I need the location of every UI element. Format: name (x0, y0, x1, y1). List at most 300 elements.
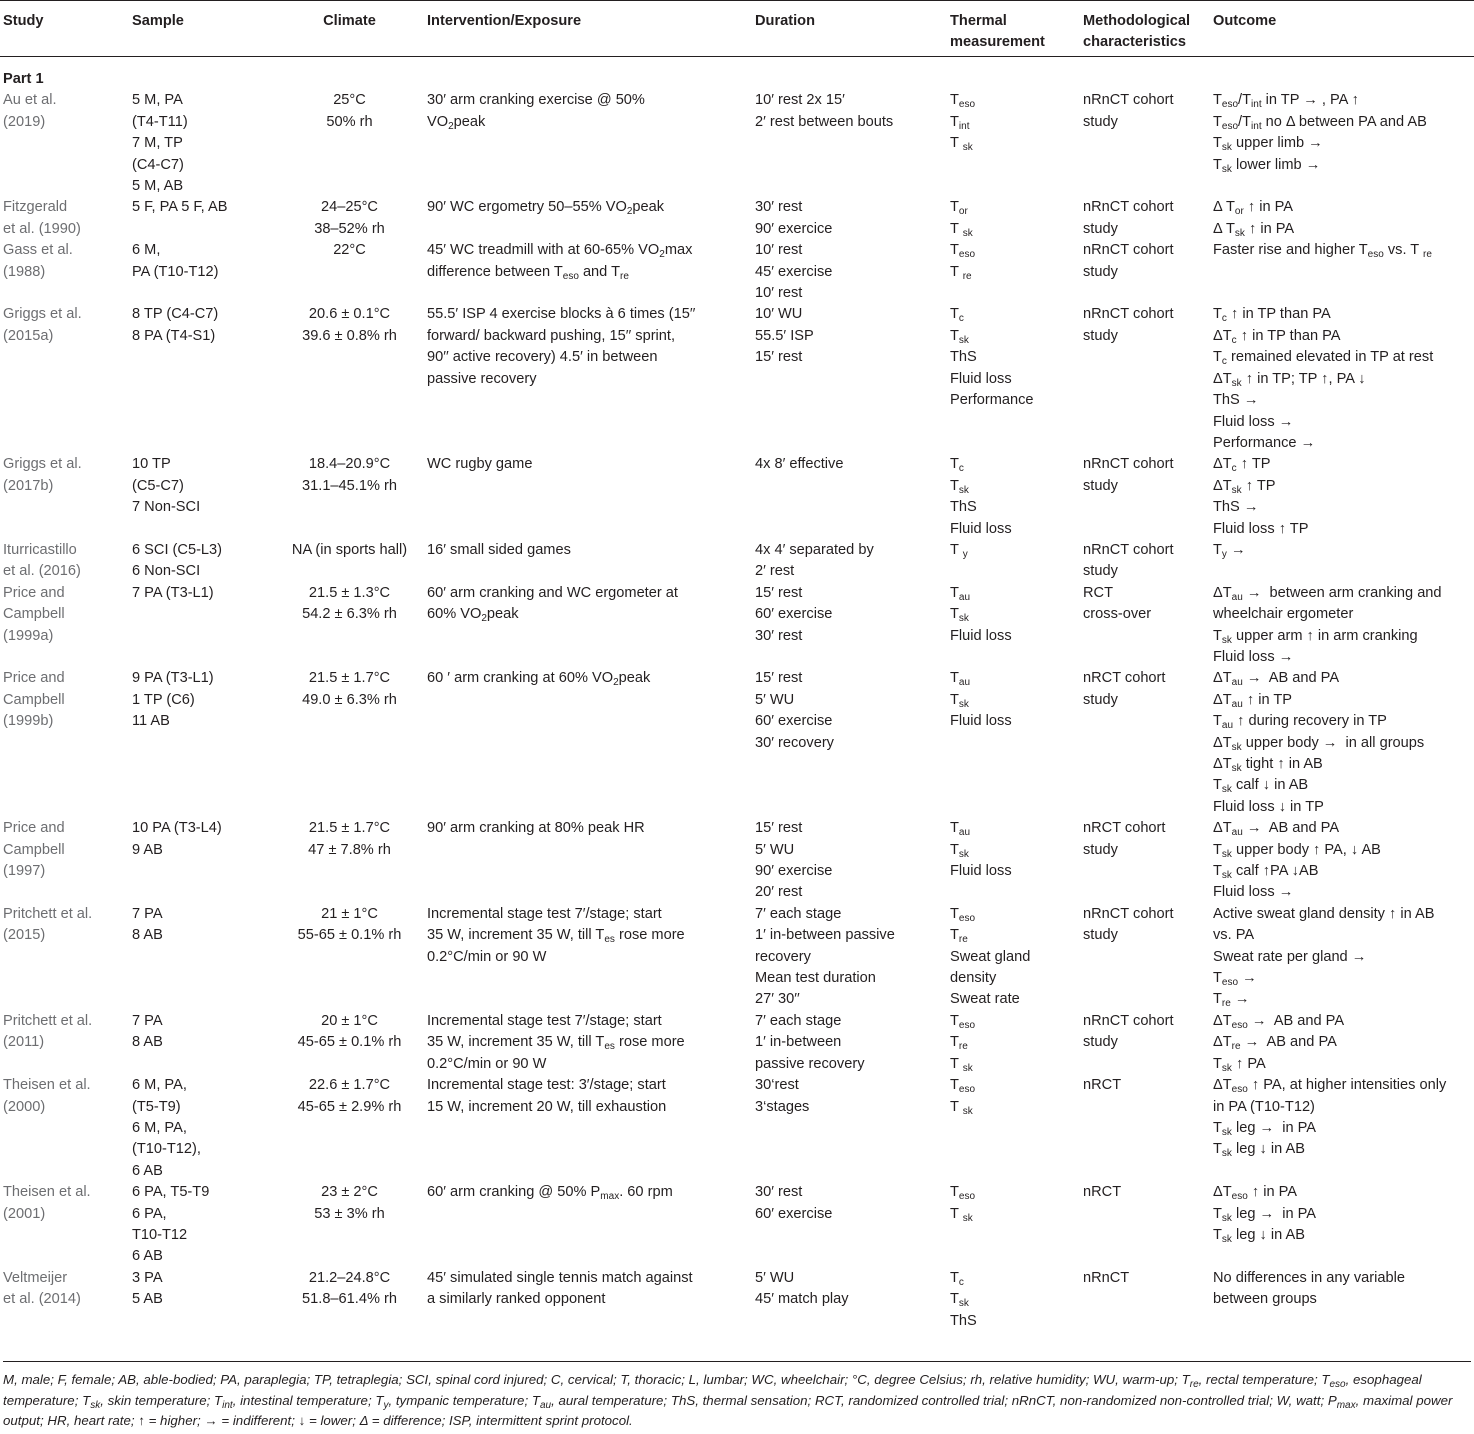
sample-line: 6 AB (132, 1248, 163, 1265)
intervention-line: 15 W, increment 20 W, till exhaustion (427, 1098, 667, 1115)
duration-line: 7′ each stage (755, 905, 842, 922)
sample-cell (132, 240, 272, 304)
duration-cell (755, 454, 950, 540)
sample-line: 8 PA (T4-S1) (132, 327, 216, 344)
intervention-cell (427, 90, 755, 197)
outcome-line: $\Delta T_{sk}$ upper body → in all groups (1213, 734, 1425, 753)
outcome-cell (1213, 1182, 1474, 1268)
study-line: Price and (3, 584, 65, 601)
duration-line: 60′ exercise (755, 1205, 833, 1222)
intervention-line: 90′ arm cranking at 80% peak HR (427, 820, 645, 837)
outcome-cell (1213, 1011, 1474, 1075)
thermal-line: Fluid loss (950, 627, 1012, 644)
climate-line: 22°C (333, 242, 366, 259)
study-cell (0, 1268, 132, 1332)
sample-line: 10 TP (132, 456, 171, 473)
study-line: Campbell (3, 691, 65, 708)
study-line: Theisen et al. (3, 1184, 91, 1201)
duration-cell (755, 1011, 950, 1075)
sample-line: 7 PA (T3-L1) (132, 584, 214, 601)
outcome-line: $\Delta T_{au}$ → between arm cranking and (1213, 584, 1442, 603)
outcome-cell (1213, 668, 1474, 818)
sample-line: 5 AB (132, 1291, 163, 1308)
intervention-cell (427, 904, 755, 1011)
thermal-line: $T_{eso}$ (950, 1184, 976, 1203)
climate-line: 45-65 ± 0.1% rh (297, 1034, 402, 1051)
climate-line: 21.2–24.8°C (308, 1269, 391, 1286)
table-row (0, 904, 1474, 1011)
method-cell (1083, 1268, 1213, 1332)
study-line: Griggs et al. (3, 306, 82, 323)
sample-line: 9 PA (T3-L1) (132, 670, 214, 687)
method-line: nRCT (1083, 1077, 1122, 1094)
intervention-line: 60′ arm cranking @ 50% $P_{max}$. 60 rpm (427, 1184, 673, 1203)
footnote-text: M, male; F, female; AB, able-bodied; PA, paraplegia; TP, tetraplegia; SCI, spinal cord injured; C, cervical; T, thoracic; L, lumbar; WC, wheelchair; °C, degree Celsius; rh, relative humidity; WU, warm-up; $T_{re}$, rectal temperature; $T_{eso}$, esophageal temperature; $T_{sk}$, skin temperature; $T_{int}$, intestinal temperature; $T_y$, tympanic temperature; $T_{au}$, aural temperature; ThS, thermal sensation; RCT, randomized controlled trial; nRnCT, non-randomized non-controlled trial; W, watt; $P_{max}$, maximal power output; HR, heart rate; ↑ = higher; → = indifferent; ↓ = lower; Δ = difference; ISP, intermittent sprint protocol. (3, 1372, 1453, 1428)
sample-cell (132, 454, 272, 540)
outcome-line: $T_{sk}$ calf ↑PA ↓AB (1213, 863, 1319, 882)
sample-line: 9 AB (132, 841, 163, 858)
method-cell (1083, 540, 1213, 583)
thermal-line: $T_{eso}$ (950, 1077, 976, 1096)
intervention-line: 60% $VO_2peak$ (427, 606, 519, 625)
outcome-cell (1213, 818, 1474, 904)
outcome-line: wheelchair ergometer (1213, 606, 1354, 623)
outcome-line: $T_c$ remained elevated in TP at rest (1213, 349, 1434, 368)
duration-cell (755, 668, 950, 818)
climate-line: 18.4–20.9°C (308, 456, 391, 473)
method-line: nRnCT cohort (1083, 456, 1174, 473)
duration-line: recovery (755, 948, 811, 965)
outcome-line: Fluid loss ↓ in TP (1213, 798, 1324, 815)
study-line: Pritchett et al. (3, 905, 93, 922)
duration-line: 60′ exercise (755, 713, 833, 730)
climate-line: 31.1–45.1% rh (302, 477, 397, 494)
outcome-line: Active sweat gland density ↑ in AB (1213, 905, 1435, 922)
method-cell (1083, 1182, 1213, 1268)
intervention-cell (427, 583, 755, 669)
climate-line: 20.6 ± 0.1°C (308, 306, 391, 323)
duration-line: 30‘rest (755, 1077, 799, 1094)
method-cell (1083, 304, 1213, 454)
table-body (0, 57, 1474, 1332)
duration-cell (755, 818, 950, 904)
thermal-line: T $_{sk}$ (950, 220, 973, 239)
sample-cell (132, 197, 272, 240)
header-method (1083, 1, 1213, 57)
header-thermal-line-2: measurement (950, 34, 1045, 50)
sample-line: 5 M, AB (132, 178, 184, 195)
thermal-cell (950, 540, 1083, 583)
thermal-line: $T_{sk}$ (950, 327, 969, 346)
outcome-line: $T_{sk}$ leg → in PA (1213, 1119, 1317, 1138)
outcome-line: $\Delta T_{eso}$ ↑ PA, at higher intensities only (1213, 1077, 1447, 1096)
sample-line: 6 PA, T5-T9 (132, 1184, 210, 1201)
thermal-cell (950, 90, 1083, 197)
climate-line: 25°C (333, 92, 366, 109)
duration-line: passive recovery (755, 1055, 865, 1072)
sample-line: 7 PA (132, 905, 163, 922)
outcome-line: $T_{sk}$ leg ↓ in AB (1213, 1226, 1305, 1245)
climate-cell (272, 454, 427, 540)
method-cell (1083, 90, 1213, 197)
thermal-line: Fluid loss (950, 863, 1012, 880)
outcome-line: $T_{eso}/T_{int}$ in TP → , PA ↑ (1213, 92, 1359, 111)
intervention-line: 55.5′ ISP 4 exercise blocks à 6 times (15′′ (427, 306, 696, 323)
header-sample: Sample (132, 13, 184, 29)
thermal-line: $T_{eso}$ (950, 242, 976, 261)
thermal-line: $T_{sk}$ (950, 691, 969, 710)
method-line: study (1083, 691, 1118, 708)
thermal-line: $T_{au}$ (950, 584, 971, 603)
duration-cell (755, 904, 950, 1011)
study-line: Campbell (3, 841, 65, 858)
climate-line: 23 ± 2°C (321, 1184, 378, 1201)
duration-cell (755, 540, 950, 583)
thermal-line: T $_{sk}$ (950, 1055, 973, 1074)
header-thermal-line-1: Thermal (950, 13, 1007, 29)
climate-cell (272, 1011, 427, 1075)
thermal-line: T $_{sk}$ (950, 1098, 973, 1117)
climate-line: 38–52% rh (314, 220, 385, 237)
duration-line: 20′ rest (755, 884, 803, 901)
study-line: Price and (3, 820, 65, 837)
study-line: Fitzgerald (3, 199, 68, 216)
thermal-cell (950, 818, 1083, 904)
study-line: (1997) (3, 863, 46, 880)
outcome-cell (1213, 1268, 1474, 1332)
thermal-cell (950, 904, 1083, 1011)
thermal-cell (950, 668, 1083, 818)
duration-cell (755, 304, 950, 454)
sample-line: 3 PA (132, 1269, 163, 1286)
sample-cell (132, 818, 272, 904)
sample-line: 6 M, PA, (132, 1119, 187, 1136)
outcome-line: between groups (1213, 1291, 1317, 1308)
method-line: nRCT cohort (1083, 670, 1166, 687)
sample-line: (T5-T9) (132, 1098, 181, 1115)
thermal-line: T $_{re}$ (950, 263, 972, 282)
intervention-line: 35 W, increment 35 W, till $T_{es}$ rose more (427, 927, 685, 946)
climate-cell (272, 240, 427, 304)
outcome-line: Faster rise and higher $T_{eso}$ vs. T $_{re}$ (1213, 242, 1432, 261)
table-row (0, 304, 1474, 454)
method-line: study (1083, 563, 1118, 580)
study-line: Theisen et al. (3, 1077, 91, 1094)
thermal-line: $T_{re}$ (950, 927, 968, 946)
intervention-line: 0.2°C/min or 90 W (427, 948, 547, 965)
duration-line: 60′ exercise (755, 606, 833, 623)
study-cell (0, 1182, 132, 1268)
outcome-line: $T_c$ ↑ in TP than PA (1213, 306, 1331, 325)
climate-line: 54.2 ± 6.3% rh (302, 606, 397, 623)
thermal-line: $T_{sk}$ (950, 841, 969, 860)
method-line: nRnCT cohort (1083, 541, 1174, 558)
climate-cell (272, 583, 427, 669)
intervention-line: Incremental stage test 7′/stage; start (427, 905, 662, 922)
duration-line: 55.5′ ISP (755, 327, 814, 344)
climate-line: NA (in sports hall) (291, 541, 408, 558)
table-row (0, 583, 1474, 669)
sample-line: 6 PA, (132, 1205, 167, 1222)
outcome-line: $\Delta T_{au}$ ↑ in TP (1213, 691, 1293, 710)
climate-cell (272, 818, 427, 904)
outcome-line: vs. PA (1213, 927, 1255, 944)
thermal-line: T $_{sk}$ (950, 135, 973, 154)
sample-line: 8 AB (132, 927, 163, 944)
intervention-line: 0.2°C/min or 90 W (427, 1055, 547, 1072)
study-cell (0, 818, 132, 904)
study-line: (1988) (3, 263, 46, 280)
header-row (0, 1, 1474, 57)
part-row (0, 57, 1474, 91)
climate-cell (272, 668, 427, 818)
outcome-line: $\Delta T_{re}$ → AB and PA (1213, 1034, 1337, 1053)
climate-line: 21.5 ± 1.7°C (308, 670, 391, 687)
study-line: (1999b) (3, 713, 54, 730)
outcome-line: Fluid loss → (1213, 413, 1294, 430)
header-duration: Duration (755, 13, 815, 29)
table-row (0, 818, 1474, 904)
sample-cell (132, 583, 272, 669)
table-row (0, 90, 1474, 197)
outcome-line: $T_{sk}$ upper arm ↑ in arm cranking (1213, 627, 1418, 646)
sample-cell (132, 1075, 272, 1182)
thermal-line: Fluid loss (950, 370, 1012, 387)
outcome-line: $T_{au}$ ↑ during recovery in TP (1213, 713, 1387, 732)
outcome-line: $T_{re}$ → (1213, 991, 1250, 1010)
sample-line: PA (T10-T12) (132, 263, 219, 280)
climate-line: 47 ± 7.8% rh (308, 841, 391, 858)
sample-cell (132, 1268, 272, 1332)
thermal-line: ThS (950, 1312, 977, 1329)
intervention-cell (427, 454, 755, 540)
sample-line: T10-T12 (132, 1226, 188, 1243)
outcome-line: $\Delta T_c$ ↑ TP (1213, 456, 1271, 475)
duration-line: 90′ exercise (755, 863, 833, 880)
intervention-line: difference between $T_{eso}$ and $T_{re}$ (427, 263, 629, 282)
duration-line: 30′ rest (755, 199, 803, 216)
duration-line: 10′ rest (755, 242, 803, 259)
outcome-line: Fluid loss ↑ TP (1213, 520, 1309, 537)
outcome-line: $\Delta T_{eso}$ ↑ in PA (1213, 1184, 1298, 1203)
method-line: study (1083, 220, 1118, 237)
study-cell (0, 90, 132, 197)
study-cell (0, 1011, 132, 1075)
method-line: study (1083, 327, 1118, 344)
thermal-line: $T_{au}$ (950, 820, 971, 839)
method-line: nRnCT cohort (1083, 306, 1174, 323)
footnote (3, 1361, 1471, 1432)
header-study: Study (3, 13, 44, 29)
duration-line: 45′ exercise (755, 263, 833, 280)
climate-line: 53 ± 3% rh (314, 1205, 385, 1222)
intervention-line: 35 W, increment 35 W, till $T_{es}$ rose more (427, 1034, 685, 1053)
study-line: et al. (2014) (3, 1291, 81, 1308)
sample-line: 7 M, TP (132, 135, 183, 152)
sample-cell (132, 668, 272, 818)
duration-line: 3‘stages (755, 1098, 810, 1115)
intervention-cell (427, 1075, 755, 1182)
intervention-line: 45′ simulated single tennis match against (427, 1269, 693, 1286)
intervention-line: Incremental stage test 7′/stage; start (427, 1012, 662, 1029)
duration-cell (755, 1182, 950, 1268)
thermal-cell (950, 1182, 1083, 1268)
thermal-cell (950, 1268, 1083, 1332)
method-line: nRnCT cohort (1083, 92, 1174, 109)
outcome-line: $\Delta T_{sk}$ tight ↑ in AB (1213, 756, 1323, 774)
study-cell (0, 540, 132, 583)
study-cell (0, 454, 132, 540)
outcome-cell (1213, 904, 1474, 1011)
thermal-line: $T_{eso}$ (950, 92, 976, 111)
duration-line: 4x 4′ separated by (755, 541, 874, 558)
climate-cell (272, 197, 427, 240)
method-line: nRnCT (1083, 1269, 1130, 1286)
climate-line: 55-65 ± 0.1% rh (297, 927, 402, 944)
sample-line: 11 AB (132, 713, 170, 730)
thermal-line: $T_{sk}$ (950, 1291, 969, 1310)
sample-cell (132, 90, 272, 197)
sample-line: 1 TP (C6) (132, 691, 195, 708)
thermal-line: $T_{sk}$ (950, 477, 969, 496)
sample-cell (132, 1182, 272, 1268)
duration-line: 90′ exercice (755, 220, 833, 237)
thermal-line: $T_c$ (950, 306, 964, 325)
outcome-line: ThS → (1213, 392, 1259, 409)
outcome-line: $T_{sk}$ leg → in PA (1213, 1205, 1317, 1224)
sample-line: (T4-T11) (132, 113, 188, 130)
thermal-line: $T_{eso}$ (950, 1012, 976, 1031)
study-cell (0, 668, 132, 818)
outcome-line: $T_{sk}$ ↑ PA (1213, 1055, 1266, 1074)
intervention-line: 16′ small sided games (427, 541, 571, 558)
intervention-cell (427, 240, 755, 304)
outcome-line: $\Delta T_{sk}$ ↑ TP (1213, 477, 1276, 496)
climate-line: 39.6 ± 0.8% rh (302, 327, 397, 344)
duration-line: 15′ rest (755, 820, 803, 837)
thermal-line: $T_{int}$ (950, 113, 970, 132)
outcome-line: Fluid loss → (1213, 648, 1294, 665)
duration-line: 15′ rest (755, 670, 803, 687)
study-line: (2017b) (3, 477, 54, 494)
climate-cell (272, 540, 427, 583)
table-row (0, 540, 1474, 583)
thermal-cell (950, 197, 1083, 240)
intervention-cell (427, 197, 755, 240)
method-line: nRnCT cohort (1083, 199, 1174, 216)
thermal-line: density (950, 970, 997, 987)
outcome-line: in PA (T10-T12) (1213, 1098, 1315, 1115)
study-line: Veltmeijer (3, 1269, 68, 1286)
outcome-cell (1213, 240, 1474, 304)
method-cell (1083, 818, 1213, 904)
outcome-line: $T_{sk}$ upper body ↑ PA, ↓ AB (1213, 841, 1381, 860)
study-line: (2000) (3, 1098, 46, 1115)
method-cell (1083, 197, 1213, 240)
study-line: Au et al. (3, 92, 57, 109)
climate-line: 50% rh (326, 113, 373, 130)
duration-cell (755, 1268, 950, 1332)
study-cell (0, 583, 132, 669)
outcome-line: $T_{sk}$ leg ↓ in AB (1213, 1141, 1305, 1160)
sample-line: 6 SCI (C5-L3) (132, 541, 223, 558)
intervention-line: 90′′ active recovery) 4.5′ in between (427, 349, 658, 366)
thermal-cell (950, 583, 1083, 669)
table-row (0, 197, 1474, 240)
intervention-cell (427, 540, 755, 583)
climate-cell (272, 304, 427, 454)
intervention-line: 30′ arm cranking exercise @ 50% (427, 92, 645, 109)
duration-line: 30′ rest (755, 1184, 803, 1201)
method-line: cross-over (1083, 606, 1152, 623)
study-cell (0, 904, 132, 1011)
sample-line: (C5-C7) (132, 477, 184, 494)
intervention-line: 60′ arm cranking and WC ergometer at (427, 584, 678, 601)
method-cell (1083, 1011, 1213, 1075)
thermal-line: T $_y$ (950, 541, 968, 560)
thermal-line: $T_c$ (950, 456, 964, 475)
study-line: (2015) (3, 927, 46, 944)
table-row (0, 668, 1474, 818)
method-cell (1083, 454, 1213, 540)
intervention-cell (427, 1268, 755, 1332)
method-line: nRnCT cohort (1083, 242, 1174, 259)
sample-line: 6 M, PA, (132, 1077, 187, 1094)
method-line: nRnCT cohort (1083, 1012, 1174, 1029)
method-line: nRCT (1083, 1184, 1122, 1201)
thermal-line: $T_{re}$ (950, 1034, 968, 1053)
method-line: study (1083, 841, 1118, 858)
study-line: Iturricastillo (3, 541, 77, 558)
outcome-line: Δ $T_{or}$ ↑ in PA (1213, 199, 1294, 218)
thermal-line: ThS (950, 499, 977, 516)
thermal-cell (950, 1075, 1083, 1182)
method-line: nRCT cohort (1083, 820, 1166, 837)
study-line: et al. (1990) (3, 220, 81, 237)
table-row (0, 454, 1474, 540)
climate-cell (272, 1182, 427, 1268)
thermal-line: Fluid loss (950, 520, 1012, 537)
outcome-line: $T_{sk}$ upper limb → (1213, 135, 1323, 154)
outcome-line: $\Delta T_{sk}$ ↑ in TP; TP ↑, PA ↓ (1213, 370, 1366, 389)
outcome-cell (1213, 304, 1474, 454)
outcome-line: $T_{eso}/T_{int}$ no Δ between PA and AB (1213, 113, 1427, 132)
duration-line: 10′ rest 2x 15′ (755, 92, 845, 109)
intervention-line: a similarly ranked opponent (427, 1291, 606, 1308)
intervention-cell (427, 818, 755, 904)
outcome-cell (1213, 540, 1474, 583)
outcome-line: $T_{sk}$ lower limb → (1213, 156, 1321, 175)
sample-cell (132, 1011, 272, 1075)
method-line: study (1083, 1034, 1118, 1051)
intervention-line: Incremental stage test: 3′/stage; start (427, 1077, 666, 1094)
intervention-line: 60 ′ arm cranking at 60% $VO_2peak$ (427, 670, 651, 689)
duration-line: 2′ rest (755, 563, 795, 580)
study-cell (0, 240, 132, 304)
duration-line: 1′ in-between (755, 1034, 842, 1051)
method-line: RCT (1083, 584, 1113, 601)
method-line: nRnCT cohort (1083, 905, 1174, 922)
table-row (0, 240, 1474, 304)
thermal-cell (950, 454, 1083, 540)
intervention-cell (427, 668, 755, 818)
study-cell (0, 197, 132, 240)
intervention-line: $VO_2peak$ (427, 113, 486, 132)
header-method-line-1: Methodological (1083, 13, 1191, 29)
duration-line: 15′ rest (755, 349, 803, 366)
method-cell (1083, 240, 1213, 304)
outcome-line: $\Delta T_{au}$ → AB and PA (1213, 670, 1340, 689)
